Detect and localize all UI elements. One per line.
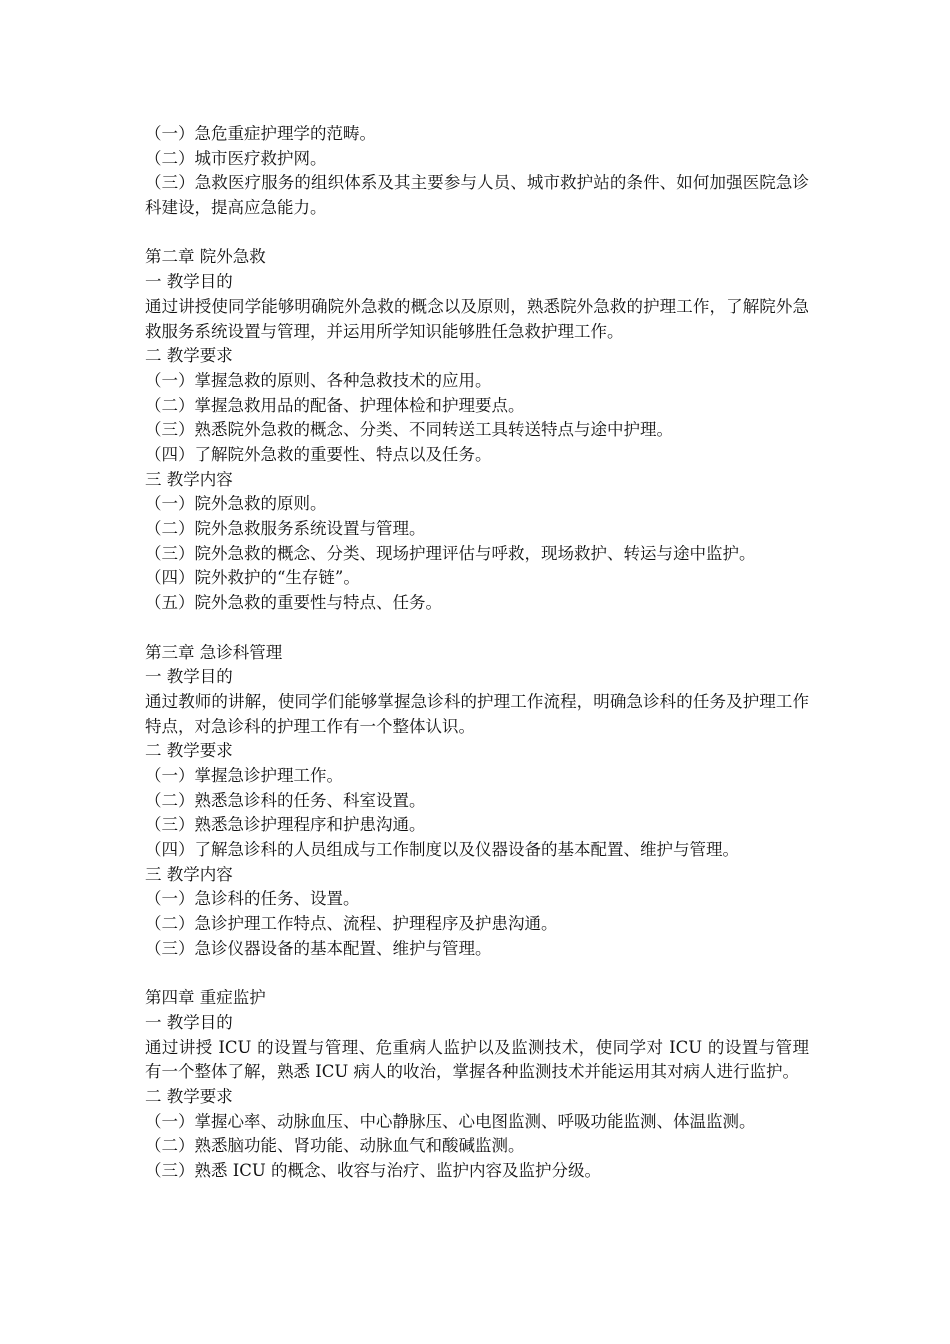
- list-item: （三）院外急救的概念、分类、现场护理评估与呼救，现场救护、转运与途中监护。: [145, 543, 756, 563]
- chapter-heading: 第三章 急诊科管理: [145, 642, 283, 662]
- list-item: （二）熟悉急诊科的任务、科室设置。: [145, 790, 426, 810]
- blank-line: [145, 961, 809, 986]
- list-item: （四）了解急诊科的人员组成与工作制度以及仪器设备的基本配置、维护与管理。: [145, 840, 739, 860]
- list-item: （一）掌握急救的原则、各种急救技术的应用。: [145, 370, 492, 390]
- section-heading: 一 教学目的: [145, 272, 233, 292]
- blank-line: [145, 221, 809, 246]
- list-item: （二）院外急救服务系统设置与管理。: [145, 519, 426, 539]
- list-item: （一）掌握心率、动脉血压、中心静脉压、心电图监测、呼吸功能监测、体温监测。: [145, 1111, 756, 1131]
- section-heading: 三 教学内容: [145, 864, 233, 884]
- paragraph: 通过教师的讲解，使同学们能够掌握急诊科的护理工作流程，明确急诊科的任务及护理工作特点，对急诊科的护理工作有一个整体认识。: [145, 691, 809, 736]
- section-heading: 一 教学目的: [145, 667, 233, 687]
- list-item: （一）急危重症护理学的范畴。: [145, 124, 376, 143]
- list-item: （一）急诊科的任务、设置。: [145, 889, 360, 909]
- list-item: （五）院外急救的重要性与特点、任务。: [145, 593, 442, 613]
- section-heading: 二 教学要求: [145, 1086, 233, 1106]
- list-item: （二）城市医疗救护网。: [145, 148, 327, 168]
- list-item: （二）急诊护理工作特点、流程、护理程序及护患沟通。: [145, 914, 558, 934]
- section-heading: 三 教学内容: [145, 469, 233, 489]
- chapter-heading: 第二章 院外急救: [145, 247, 266, 267]
- list-item: （三）熟悉 ICU 的概念、收容与治疗、监护内容及监护分级。: [145, 1161, 602, 1180]
- section-heading: 二 教学要求: [145, 741, 233, 761]
- list-item: （一）掌握急诊护理工作。: [145, 765, 343, 785]
- list-item: （三）熟悉急诊护理程序和护患沟通。: [145, 815, 426, 835]
- list-item: （四）院外救护的“生存链”。: [145, 568, 360, 588]
- document-page: [145, 122, 809, 1184]
- paragraph: 通过讲授使同学能够明确院外急救的概念以及原则，熟悉院外急救的护理工作，了解院外急救服务系统设置与管理，并运用所学知识能够胜任急救护理工作。: [145, 296, 809, 341]
- list-item: （三）熟悉院外急救的概念、分类、不同转送工具转送特点与途中护理。: [145, 420, 673, 440]
- paragraph: 通过讲授 ICU 的设置与管理、危重病人监护以及监测技术，使同学对 ICU 的设置与管理有一个整体了解，熟悉 ICU 病人的收治，掌握各种监测技术并能运用其对病人进行监护。: [145, 1037, 809, 1082]
- blank-line: [145, 616, 809, 641]
- section-heading: 一 教学目的: [145, 1012, 233, 1032]
- list-item: （三）急诊仪器设备的基本配置、维护与管理。: [145, 938, 492, 958]
- list-item: （四）了解院外急救的重要性、特点以及任务。: [145, 445, 492, 464]
- chapter-heading: 第四章 重症监护: [145, 988, 266, 1008]
- list-item: （一）院外急救的原则。: [145, 494, 327, 514]
- section-heading: 二 教学要求: [145, 346, 233, 366]
- list-item: （二）掌握急救用品的配备、护理体检和护理要点。: [145, 395, 525, 415]
- list-item: （二）熟悉脑功能、肾功能、动脉血气和酸碱监测。: [145, 1136, 525, 1156]
- paragraph: （三）急救医疗服务的组织体系及其主要参与人员、城市救护站的条件、如何加强医院急诊科建设，提高应急能力。: [145, 173, 809, 218]
